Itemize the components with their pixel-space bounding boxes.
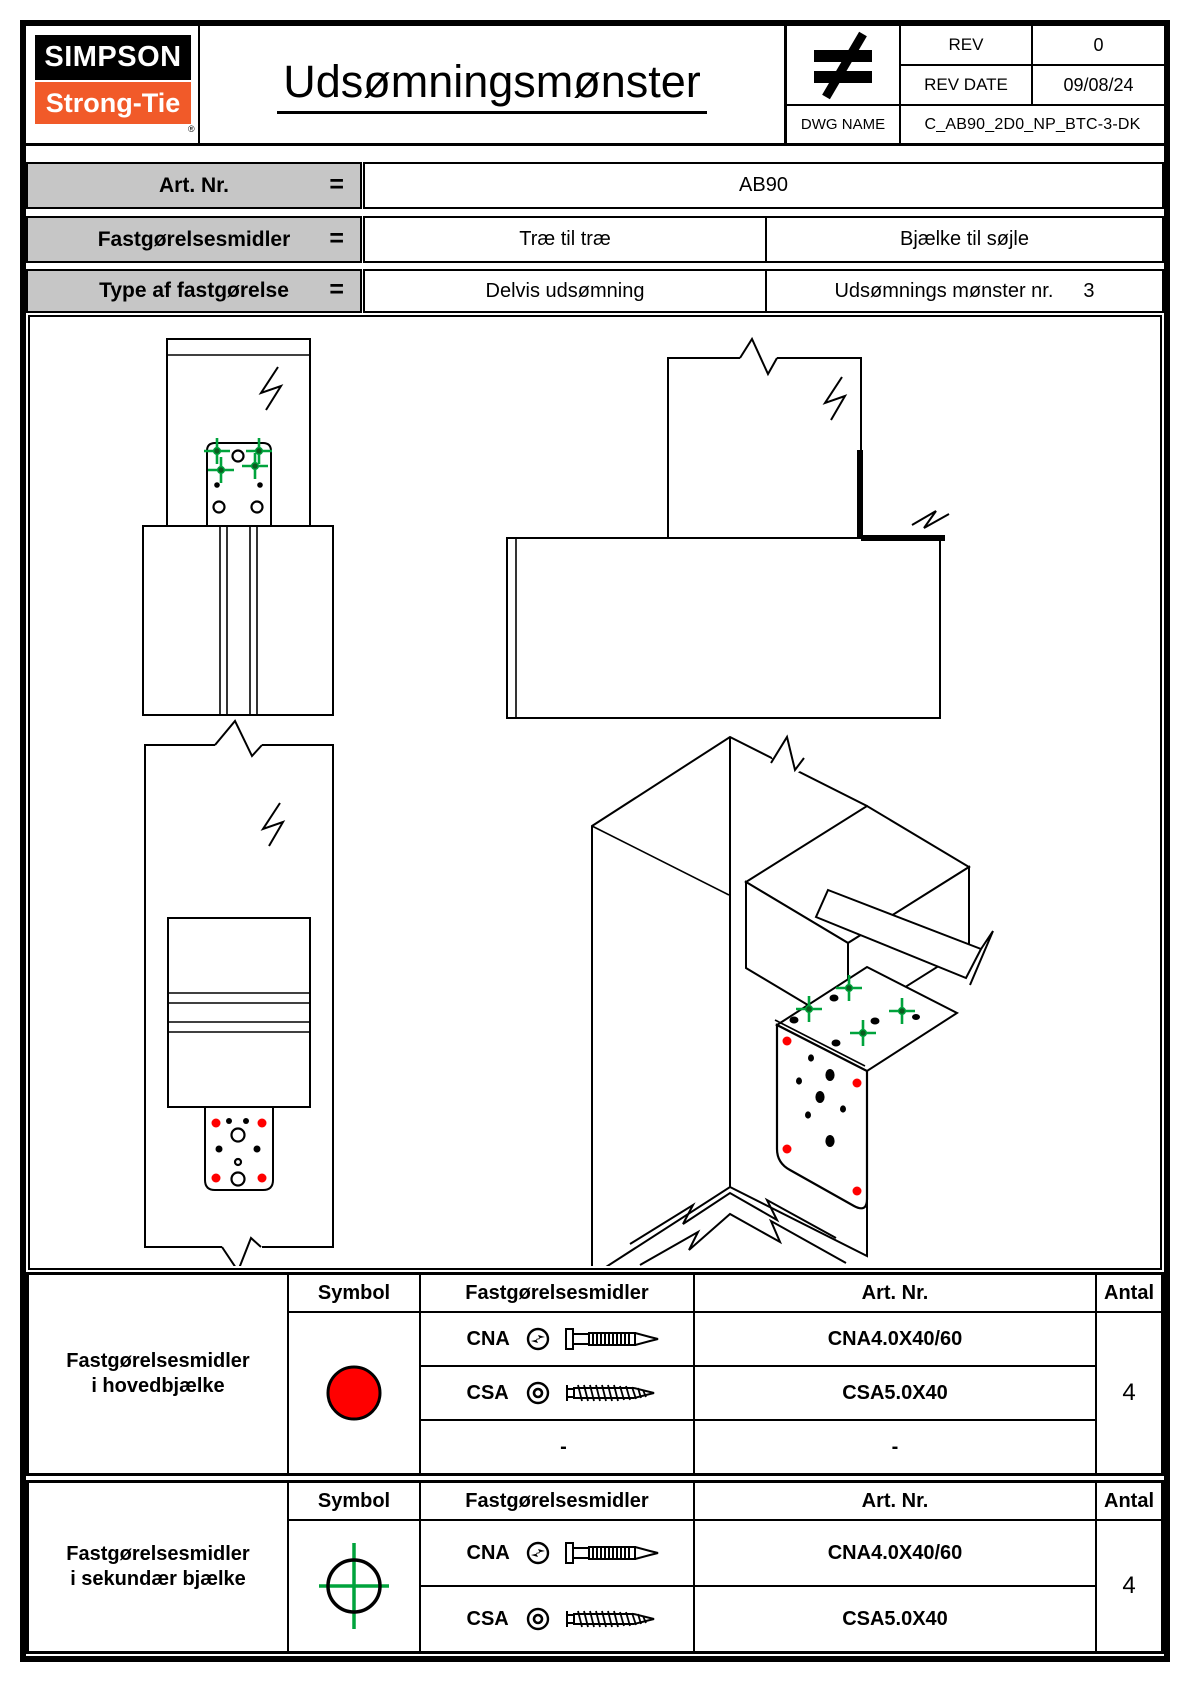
csa-screw-head-icon [526, 1607, 550, 1631]
connection-subtype-value: Bjælke til søjle [765, 216, 1164, 263]
rev-value: 0 [1033, 26, 1164, 64]
info-label-text: Type af fastgørelse [99, 279, 289, 302]
break-symbol-icon [263, 803, 283, 846]
break-symbol-icon [740, 339, 777, 374]
bracket-edge-thick-line [857, 450, 863, 538]
dwg-name-value: C_AB90_2D0_NP_BTC-3-DK [901, 106, 1164, 143]
cna-nail-icon [563, 1326, 661, 1352]
art-nr-cell: CNA4.0X40/60 [695, 1313, 1095, 1365]
registered-mark: ® [188, 124, 195, 134]
col-header-fastgorelsesmidler: Fastgørelsesmidler [421, 1483, 693, 1519]
info-row-fastgorelsesmidler [26, 216, 1164, 263]
col-header-symbol: Symbol [289, 1483, 419, 1519]
not-equal-icon [787, 26, 899, 104]
col-header-symbol: Symbol [289, 1275, 419, 1311]
rev-date-value: 09/08/24 [1033, 66, 1164, 104]
fastening-type-value: Delvis udsømning [363, 269, 767, 313]
logo-strongtie: Strong-Tie [35, 82, 191, 124]
break-symbol-icon [912, 511, 949, 528]
bracket-edge-thick-line [861, 535, 945, 541]
art-nr-cell: CSA5.0X40 [695, 1587, 1095, 1651]
side-view [507, 339, 949, 718]
col-header-art-nr: Art. Nr. [695, 1483, 1095, 1519]
table-row: - [421, 1421, 693, 1473]
logo-simpson: SIMPSON [35, 35, 191, 80]
front-view [143, 339, 333, 715]
fastener-table-sekundaer-bjaelke [26, 1480, 1164, 1654]
page-title: Udsømningsmønster [277, 56, 707, 114]
col-header-antal: Antal [1097, 1483, 1161, 1519]
sheet-frame [20, 20, 1170, 1662]
info-row-type-af-fastgorelse [26, 269, 1164, 313]
equals-sign: = [329, 169, 344, 198]
art-nr-cell: CNA4.0X40/60 [695, 1521, 1095, 1585]
cna-nail-head-icon [526, 1541, 550, 1565]
equals-sign: = [329, 275, 344, 304]
break-symbol-icon [261, 367, 281, 410]
main-fastener-marker [853, 1187, 862, 1196]
cna-nail-icon [563, 1540, 661, 1566]
equals-sign: = [329, 223, 344, 252]
rev-label: REV [901, 26, 1031, 64]
info-label [26, 162, 362, 209]
pattern-number-value: 3 [1083, 279, 1095, 302]
main-fastener-marker [258, 1119, 267, 1128]
isometric-view [592, 734, 993, 1266]
col-header-antal: Antal [1097, 1275, 1161, 1311]
drawing-area [28, 315, 1162, 1270]
table-row-label: Fastgørelsesmidler i hovedbjælke [29, 1275, 287, 1473]
title-cell [200, 26, 784, 143]
csa-screw-head-icon [526, 1381, 550, 1405]
connection-type-value: Træ til træ [363, 216, 767, 263]
header [26, 26, 1164, 146]
top-view [145, 721, 333, 1266]
csa-screw-icon [563, 1606, 661, 1632]
main-fastener-marker [783, 1037, 792, 1046]
table-row: CNA [421, 1313, 693, 1365]
pattern-number-label: Udsømnings mønster nr. [834, 279, 1054, 302]
pattern-number-cell [765, 269, 1164, 313]
art-nr-cell: CSA5.0X40 [695, 1367, 1095, 1419]
break-symbol-icon [825, 377, 845, 420]
main-fastener-marker [853, 1079, 862, 1088]
cna-nail-head-icon [526, 1327, 550, 1351]
col-header-fastgorelsesmidler: Fastgørelsesmidler [421, 1275, 693, 1311]
main-fastener-marker [212, 1119, 221, 1128]
logo [26, 26, 200, 143]
break-symbol-icon [222, 1238, 261, 1266]
antal-cell: 4 [1097, 1313, 1161, 1473]
table-row-label: Fastgørelsesmidler i sekundær bjælke [29, 1483, 287, 1651]
table-row: CNA [421, 1521, 693, 1585]
info-label-text: Art. Nr. [158, 173, 229, 197]
dwg-name-label: DWG NAME [787, 106, 899, 143]
antal-cell: 4 [1097, 1521, 1161, 1651]
info-row-art-nr [26, 162, 1164, 209]
green-crosshair-symbol-icon [289, 1521, 419, 1651]
main-fastener-marker [212, 1174, 221, 1183]
rev-date-label: REV DATE [901, 66, 1031, 104]
fastener-table-hovedbjaelke [26, 1272, 1164, 1476]
col-header-art-nr: Art. Nr. [695, 1275, 1095, 1311]
table-row: CSA [421, 1367, 693, 1419]
info-label [26, 269, 362, 313]
main-fastener-marker [783, 1145, 792, 1154]
csa-screw-icon [563, 1380, 661, 1406]
art-nr-value: AB90 [363, 162, 1164, 209]
break-symbol-icon [215, 721, 262, 756]
main-fastener-marker [258, 1174, 267, 1183]
info-label [26, 216, 362, 263]
art-nr-cell: - [695, 1421, 1095, 1473]
table-row: CSA [421, 1587, 693, 1651]
info-label-text: Fastgørelsesmidler [97, 227, 291, 251]
revision-block [784, 26, 1164, 143]
red-circle-symbol-icon [289, 1313, 419, 1473]
